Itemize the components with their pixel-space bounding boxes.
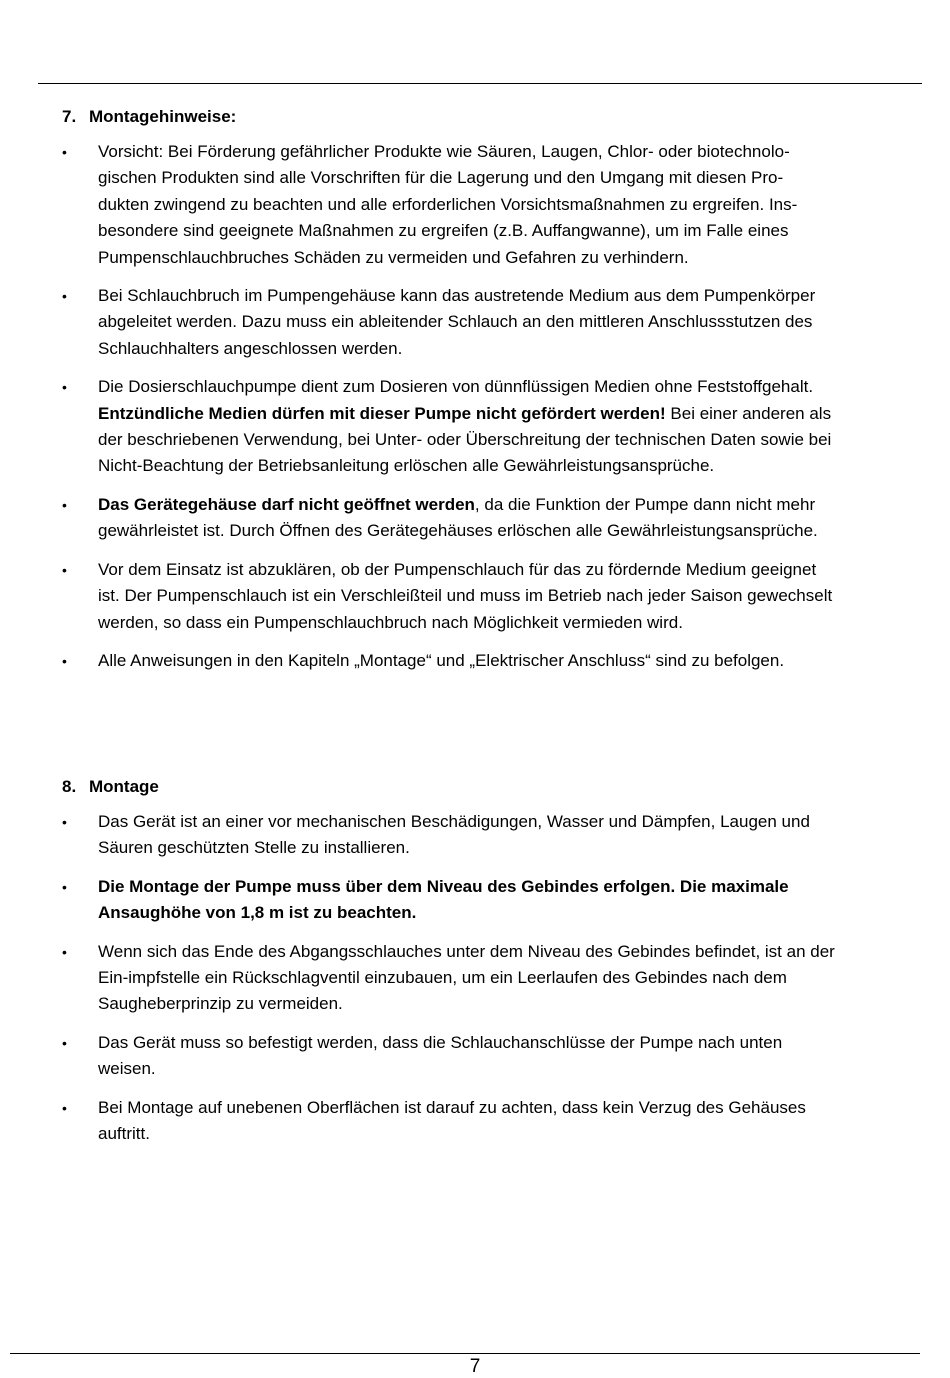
list-item: • Die Dosierschlauchpumpe dient zum Dosieren von dünnflüssigen Medien ohne Feststoffgehalt. Entzündliche Medien dürfen mit dieser Pumpe nicht gefördert werden! Bei einer anderen als der beschriebenen Verwendung, bei Unter- oder Überschreitung der technischen Daten sowie bei Nicht-Beachtung der Betriebsanleitung erlöschen alle Gewährleistungsansprüche. (62, 374, 942, 480)
bullet-icon: • (62, 144, 67, 160)
section-heading (62, 775, 932, 799)
section-number: 8. (62, 777, 77, 796)
bullet-list (62, 809, 932, 1147)
list-item: • Das Gerät muss so befestigt werden, dass die Schlauchanschlüsse der Pumpe nach unten weisen. (62, 1030, 932, 1083)
bullet-icon: • (62, 288, 67, 305)
list-item: • Vor dem Einsatz ist abzuklären, ob der Pumpenschlauch für das zu fördernde Medium geeignet ist. Der Pumpenschlauch ist ein Verschleißteil und muss im Betrieb nach jeder Saison gewechselt werden, so dass ein Pumpenschlauchbruch nach Möglichkeit vermieden wird. (62, 557, 932, 636)
list-item (62, 874, 932, 927)
bullet-icon: • (62, 943, 67, 960)
section-number: 7. (62, 107, 77, 126)
bullet-icon: • (62, 379, 67, 396)
footer-rule (10, 1353, 920, 1354)
warning-text: Entzündliche Medien dürfen mit dieser Pumpe nicht gefördert werden! (98, 403, 666, 423)
section-montagehinweise (62, 105, 932, 686)
bullet-icon: • (62, 496, 67, 513)
list-item: • Vorsicht: Bei Förderung gefährlicher Produkte wie Säuren, Laugen, Chlor- oder biotechnolo- gischen Produkten sind alle Vorschriften für die Lagerung und den Umgang mit diesen Pro- dukten zwingend zu beachten und alle erforderlichen Vorsichtsmaßnahmen zu ergreifen. Ins- besondere sind geeignete Maßnahmen zu ergreifen (z.B. Auffangwanne), um im Falle eines Pumpenschlauchbruches Schäden zu vermeiden und Gefahren zu verhindern. (62, 139, 932, 271)
header-rule (38, 83, 922, 84)
section-title: Montagehinweise: (89, 107, 237, 126)
list-item: • Bei Montage auf unebenen Oberflächen ist darauf zu achten, dass kein Verzug des Gehäuses auftritt. (62, 1095, 932, 1148)
bullet-icon: • (62, 814, 67, 830)
section-montage (62, 775, 932, 1159)
list-item: • Das Gerätegehäuse darf nicht geöffnet werden, da die Funktion der Pumpe dann nicht mehr gewährleistet ist. Durch Öffnen des Gerätegehäuses erlöschen alle Gewährleistungsansprüche. (62, 492, 932, 545)
list-item: • Bei Schlauchbruch im Pumpengehäuse kann das austretende Medium aus dem Pumpenkörper abgeleitet werden. Dazu muss ein ableitender Schlauch an den mittleren Anschlussstutzen des Schlauchhalters angeschlossen werden. (62, 283, 932, 362)
bullet-icon: • (62, 878, 67, 895)
list-item: • Wenn sich das Ende des Abgangsschlauches unter dem Niveau des Gebindes befindet, ist an der Ein-impfstelle ein Rückschlagventil einzubauen, um ein Leerlaufen des Gebindes nach dem Saugheberprinzip zu vermeiden. (62, 939, 942, 1018)
list-item: • Alle Anweisungen in den Kapiteln „Montage“ und „Elektrischer Anschluss“ sind zu befolgen. (62, 648, 932, 674)
warning-text: Das Gerätegehäuse darf nicht geöffnet werden (98, 494, 475, 514)
bullet-icon: • (62, 1034, 67, 1051)
page-number: 7 (469, 1356, 481, 1377)
bullet-icon: • (62, 1099, 67, 1116)
warning-text: Die Montage der Pumpe muss über dem Niveau des Gebindes erfolgen. Die maximale (98, 876, 789, 896)
section-heading (62, 105, 932, 129)
list-item: • Das Gerät ist an einer vor mechanischen Beschädigungen, Wasser und Dämpfen, Laugen und Säuren geschützten Stelle zu installieren. (62, 809, 932, 862)
section-title: Montage (89, 777, 159, 796)
bullet-icon: • (62, 652, 67, 669)
bullet-list (62, 139, 932, 674)
bullet-icon: • (62, 561, 67, 578)
warning-text: Ansaughöhe von 1,8 m ist zu beachten. (98, 903, 417, 923)
